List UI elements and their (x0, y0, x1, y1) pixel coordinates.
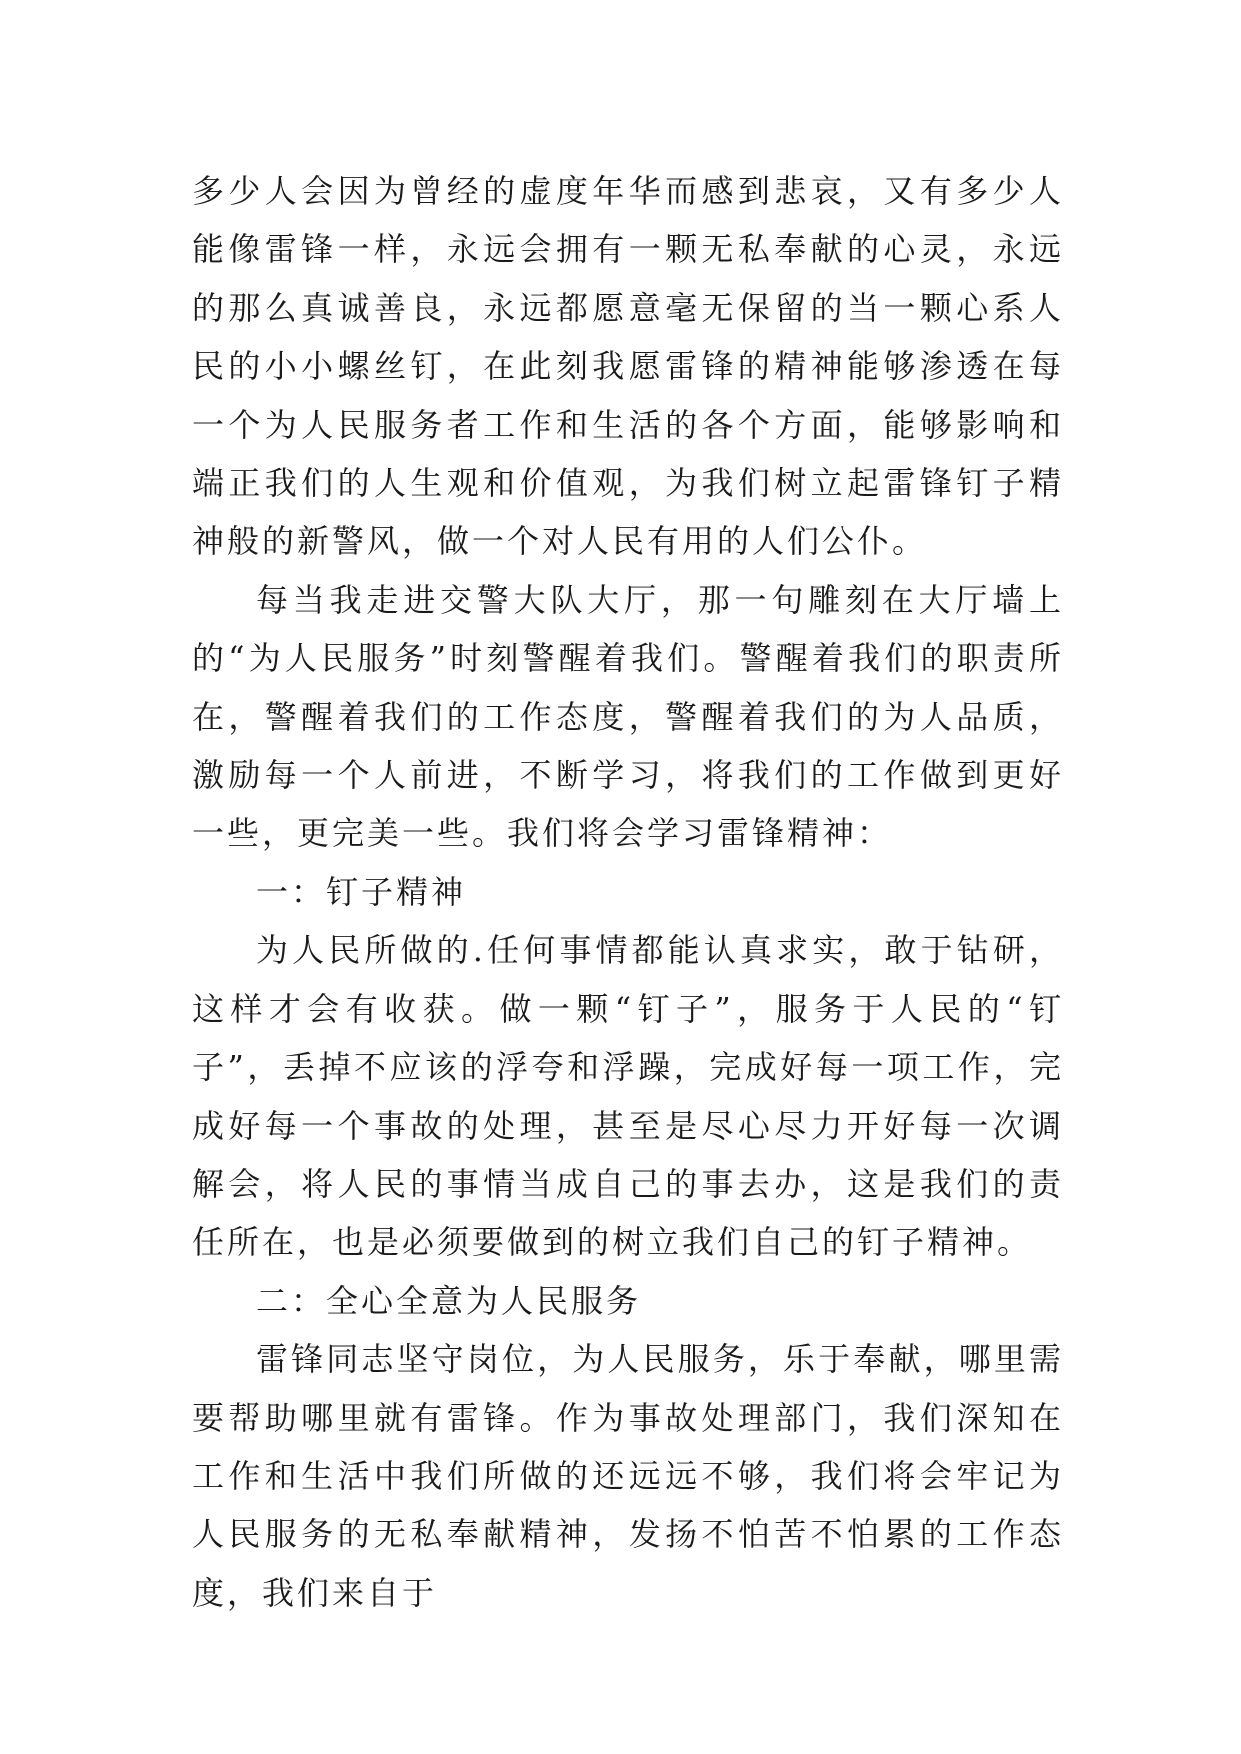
document-body (192, 162, 1064, 1622)
paragraph: 多少人会因为曾经的虚度年华而感到悲哀，又有多少人能像雷锋一样，永远会拥有一颗无私奉献的心灵，永远的那么真诚善良，永远都愿意毫无保留的当一颗心系人民的小小螺丝钉，在此刻我愿雷锋的精神能够渗透在每一个为人民服务者工作和生活的各个方面，能够影响和端正我们的人生观和价值观，为我们树立起雷锋钉子精神般的新警风，做一个对人民有用的人们公仆。 (192, 172, 1064, 561)
paragraph: 每当我走进交警大队大厅，那一句雕刻在大厅墙上的“为人民服务”时刻警醒着我们。警醒着我们的职责所在，警醒着我们的工作态度，警醒着我们的为人品质，激励每一个人前进，不断学习，将我们的工作做到更好一些，更完美一些。我们将会学习雷锋精神： (192, 580, 1064, 853)
section-heading: 一：钉子精神 (256, 872, 467, 911)
paragraph: 雷锋同志坚守岗位，为人民服务，乐于奉献，哪里需要帮助哪里就有雷锋。作为事故处理部门，我们深知在工作和生活中我们所做的还远远不够，我们将会牢记为人民服务的无私奉献精神，发扬不怕苦不怕累的工作态度，我们来自于 (192, 1340, 1064, 1612)
paragraph: 为人民所做的.任何事情都能认真求实，敢于钻研，这样才会有收获。做一颗“钉子”，服务于人民的“钉子”，丢掉不应该的浮夸和浮躁，完成好每一项工作，完成好每一个事故的处理，甚至是尽心尽力开好每一次调解会，将人民的事情当成自己的事去办，这是我们的责任所在，也是必须要做到的树立我们自己的钉子精神。 (192, 931, 1064, 1262)
section-heading: 二：全心全意为人民服务 (256, 1281, 642, 1320)
